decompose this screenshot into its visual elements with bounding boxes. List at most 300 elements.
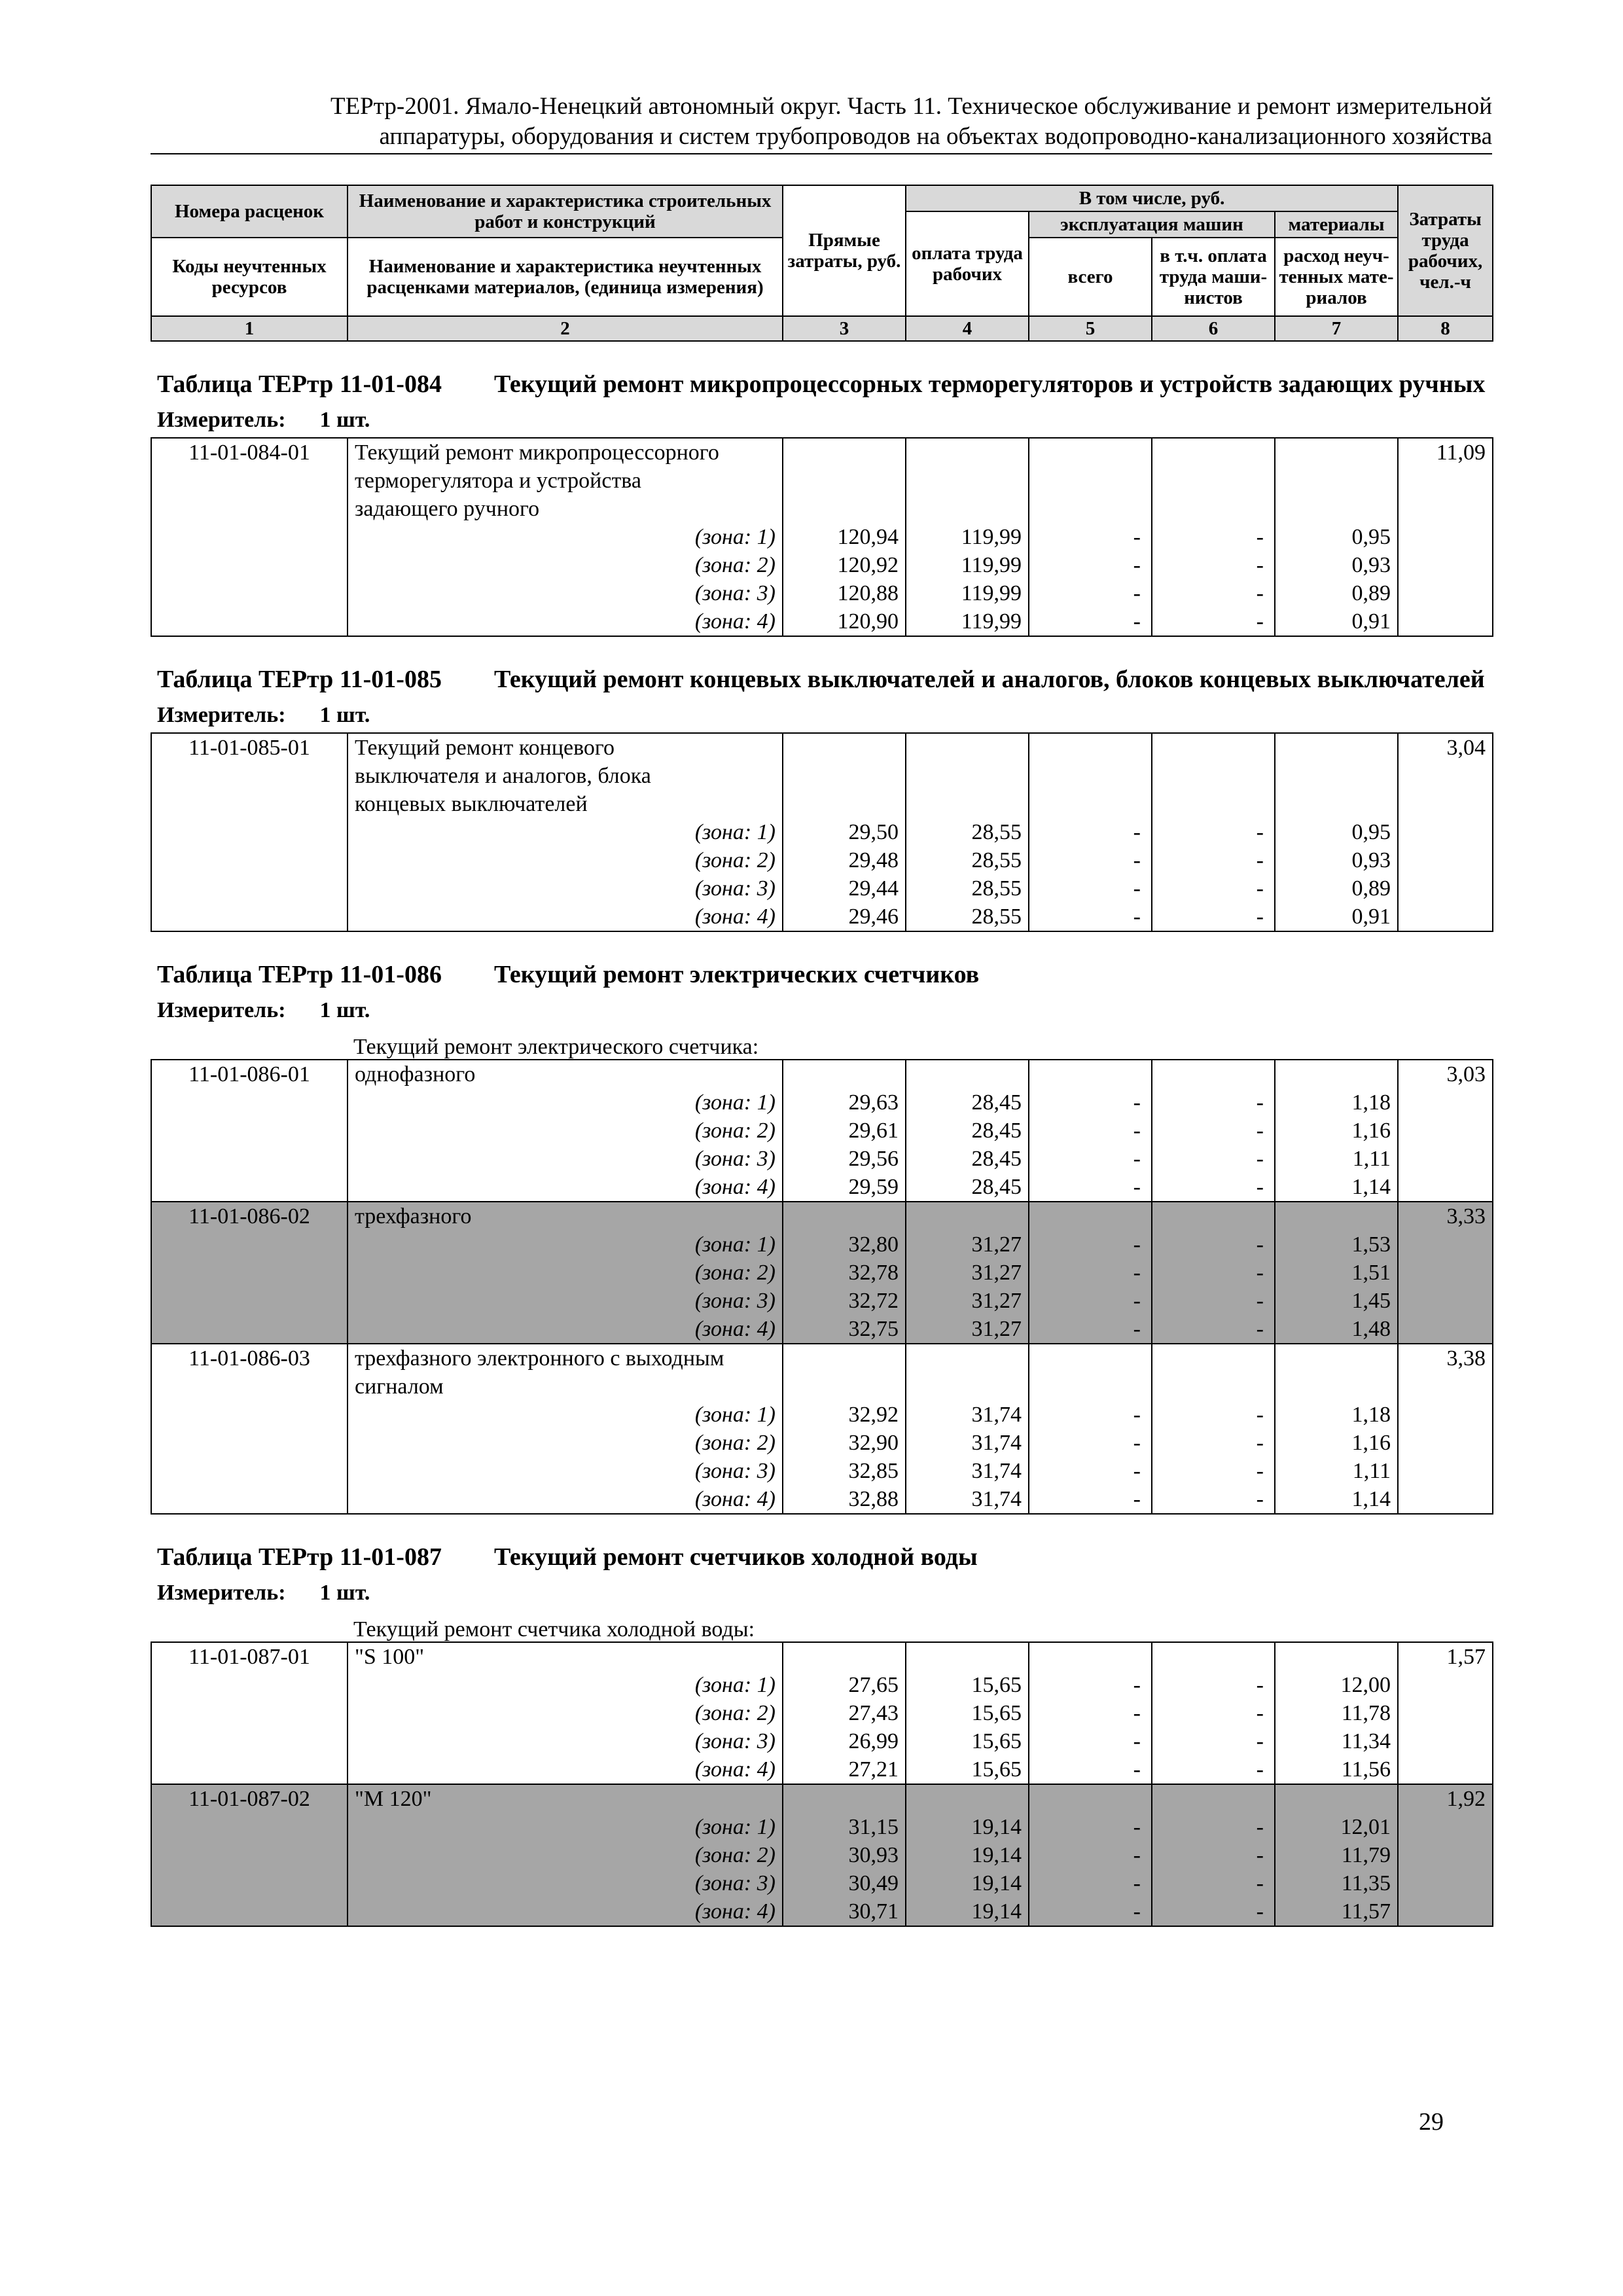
machines-total: - [1029,1429,1152,1457]
zone-label: (зона: 3) [348,1287,783,1315]
materials-cost: 1,48 [1275,1315,1398,1344]
rate-code [151,790,348,818]
worker-pay: 31,27 [906,1230,1029,1259]
table-name: Текущий ремонт концевых выключателей и аналогов, блоков концевых выключателей [494,666,1485,693]
materials-cost: 11,78 [1275,1699,1398,1727]
machinists-pay: - [1152,1429,1275,1457]
machines-total: - [1029,1699,1152,1727]
direct-cost: 32,88 [783,1485,906,1514]
price-table [151,1641,1493,1927]
work-name: сигналом [348,1372,783,1401]
materials-cost: 0,91 [1275,903,1398,931]
table-row [151,1060,1493,1088]
machinists-pay: - [1152,818,1275,846]
direct-cost: 27,21 [783,1755,906,1784]
work-name: терморегулятора и устройства [348,467,783,495]
machinists-pay: - [1152,1315,1275,1344]
rate-code: 11-01-087-02 [151,1784,348,1813]
direct-cost: 120,90 [783,607,906,636]
worker-pay: 15,65 [906,1671,1029,1699]
materials-cost: 0,89 [1275,579,1398,607]
direct-cost: 29,46 [783,903,906,931]
worker-pay: 28,45 [906,1117,1029,1145]
zone-label: (зона: 1) [348,523,783,551]
machines-total: - [1029,846,1152,874]
zone-row [151,1259,1493,1287]
labor-cost [1398,467,1493,495]
group-label: Текущий ремонт счетчика холодной воды: [353,1617,755,1641]
direct-cost: 32,75 [783,1315,906,1344]
zone-label: (зона: 4) [348,903,783,931]
table-name: Текущий ремонт счетчиков холодной воды [494,1543,978,1571]
direct-cost: 120,92 [783,551,906,579]
measure-label: Измеритель: [157,998,286,1022]
direct-cost: 29,44 [783,874,906,903]
machines-total: - [1029,1485,1152,1514]
direct-cost: 27,65 [783,1671,906,1699]
zone-row [151,579,1493,607]
col1-bottom-header: Коды неучтенных ресурсов [151,238,348,316]
zone-label: (зона: 3) [348,1145,783,1173]
direct-cost: 30,49 [783,1869,906,1897]
labor-cost: 1,57 [1398,1642,1493,1671]
machines-total: - [1029,523,1152,551]
zone-row [151,1287,1493,1315]
zone-row [151,1230,1493,1259]
work-name: Текущий ремонт микропроцессорного [348,438,783,467]
table-row [151,1344,1493,1372]
direct-cost: 32,85 [783,1457,906,1485]
machines-total: - [1029,1671,1152,1699]
zone-label: (зона: 1) [348,1230,783,1259]
zone-label: (зона: 4) [348,1755,783,1784]
zone-label: (зона: 2) [348,1841,783,1869]
machines-total: - [1029,874,1152,903]
machinists-pay: - [1152,1813,1275,1841]
worker-pay: 19,14 [906,1897,1029,1926]
zone-label: (зона: 1) [348,1671,783,1699]
direct-cost: 120,94 [783,523,906,551]
table-row [151,1372,1493,1401]
work-name: трехфазного электронного с выходным [348,1344,783,1372]
direct-cost: 31,15 [783,1813,906,1841]
price-tables [151,369,1492,1927]
col-number: 5 [1029,316,1152,341]
machinists-pay: - [1152,1897,1275,1926]
materials-cost: 11,57 [1275,1897,1398,1926]
machinists-pay: - [1152,1457,1275,1485]
table-name: Текущий ремонт электрических счетчиков [494,961,980,988]
machines-total: - [1029,1145,1152,1173]
zone-row [151,903,1493,931]
measure-line [151,702,1492,728]
measure-unit: 1 шт. [319,1581,370,1605]
labor-cost: 3,04 [1398,733,1493,762]
zone-row [151,1088,1493,1117]
measure-line [151,997,1492,1024]
zone-label: (зона: 4) [348,1173,783,1202]
rate-code: 11-01-084-01 [151,438,348,467]
machines-total: - [1029,903,1152,931]
worker-pay: 31,74 [906,1401,1029,1429]
zone-label: (зона: 3) [348,1727,783,1755]
materials-cost: 11,79 [1275,1841,1398,1869]
zone-row [151,1699,1493,1727]
measure-label: Измеритель: [157,703,286,727]
labor-cost [1398,495,1493,523]
direct-cost: 32,80 [783,1230,906,1259]
worker-pay: 28,55 [906,903,1029,931]
zone-row [151,607,1493,636]
worker-pay: 15,65 [906,1727,1029,1755]
direct-cost: 29,50 [783,818,906,846]
col-number: 3 [783,316,906,341]
direct-cost: 29,56 [783,1145,906,1173]
rate-code: 11-01-086-03 [151,1344,348,1372]
rate-code [151,762,348,790]
col-number: 2 [348,316,783,341]
labor-cost: 1,92 [1398,1784,1493,1813]
zone-row [151,874,1493,903]
worker-pay: 119,99 [906,523,1029,551]
machines-total: - [1029,1088,1152,1117]
machinists-pay: - [1152,1117,1275,1145]
measure-unit: 1 шт. [319,703,370,727]
table-code: Таблица ТЕРтр 11-01-087 [157,1543,442,1571]
rate-code: 11-01-086-01 [151,1060,348,1088]
zone-row [151,551,1493,579]
materials-cost: 11,56 [1275,1755,1398,1784]
machines-total: - [1029,1841,1152,1869]
machines-total: - [1029,1230,1152,1259]
running-header [151,92,1492,154]
labor-cost: 3,33 [1398,1202,1493,1230]
zone-row [151,1315,1493,1344]
zone-label: (зона: 1) [348,1088,783,1117]
rate-code: 11-01-087-01 [151,1642,348,1671]
work-name: выключателя и аналогов, блока [348,762,783,790]
worker-pay: 31,74 [906,1429,1029,1457]
rate-code [151,467,348,495]
table-code: Таблица ТЕРтр 11-01-084 [157,370,442,398]
zone-label: (зона: 2) [348,1117,783,1145]
zone-label: (зона: 3) [348,874,783,903]
zone-row [151,1813,1493,1841]
materials-cost: 1,18 [1275,1401,1398,1429]
zone-label: (зона: 3) [348,1457,783,1485]
work-name: концевых выключателей [348,790,783,818]
machinists-pay: - [1152,1145,1275,1173]
zone-row [151,1429,1493,1457]
table-code: Таблица ТЕРтр 11-01-085 [157,666,442,693]
table-row [151,762,1493,790]
materials-cost: 1,51 [1275,1259,1398,1287]
machinists-pay: - [1152,1671,1275,1699]
zone-row [151,1841,1493,1869]
worker-pay: 19,14 [906,1841,1029,1869]
machinists-pay: - [1152,523,1275,551]
machinists-pay: - [1152,551,1275,579]
zone-row [151,1897,1493,1926]
col8-header: Затраты труда рабочих, чел.-ч [1398,185,1493,316]
zone-label: (зона: 4) [348,607,783,636]
measure-unit: 1 шт. [319,998,370,1022]
rate-code [151,495,348,523]
materials-cost: 1,16 [1275,1117,1398,1145]
table-row [151,495,1493,523]
materials-cost: 0,89 [1275,874,1398,903]
zone-label: (зона: 2) [348,846,783,874]
machinists-pay: - [1152,1287,1275,1315]
table-row [151,733,1493,762]
direct-cost: 29,59 [783,1173,906,1202]
col3-header: Прямые затраты, руб. [783,185,906,316]
labor-cost [1398,1372,1493,1401]
table-title [151,369,1492,399]
machinists-pay: - [1152,1485,1275,1514]
table-name: Текущий ремонт микропроцессорных терморегуляторов и устройств задающих ручных [494,370,1486,398]
materials-cost: 1,18 [1275,1088,1398,1117]
zone-label: (зона: 2) [348,551,783,579]
direct-cost: 32,90 [783,1429,906,1457]
direct-cost: 32,92 [783,1401,906,1429]
zone-row [151,523,1493,551]
machinists-pay: - [1152,1869,1275,1897]
rate-code: 11-01-086-02 [151,1202,348,1230]
worker-pay: 119,99 [906,551,1029,579]
zone-row [151,1727,1493,1755]
col-number: 7 [1275,316,1398,341]
machinists-pay: - [1152,1088,1275,1117]
machines-total: - [1029,607,1152,636]
materials-cost: 1,16 [1275,1429,1398,1457]
machines-total: - [1029,1117,1152,1145]
direct-cost: 30,71 [783,1897,906,1926]
zone-label: (зона: 3) [348,579,783,607]
zone-label: (зона: 2) [348,1259,783,1287]
zone-label: (зона: 4) [348,1315,783,1344]
materials-cost: 12,00 [1275,1671,1398,1699]
zone-label: (зона: 4) [348,1897,783,1926]
zone-label: (зона: 4) [348,1485,783,1514]
materials-cost: 1,45 [1275,1287,1398,1315]
labor-cost: 11,09 [1398,438,1493,467]
zone-label: (зона: 1) [348,1813,783,1841]
col4-header: оплата труда рабочих [906,211,1029,316]
col5-header: всего [1029,238,1152,316]
worker-pay: 28,55 [906,874,1029,903]
materials-cost: 12,01 [1275,1813,1398,1841]
machines-total: - [1029,1869,1152,1897]
direct-cost: 26,99 [783,1727,906,1755]
zone-row [151,1117,1493,1145]
price-table [151,1059,1493,1515]
column-number-row [151,316,1493,341]
col-number: 8 [1398,316,1493,341]
worker-pay: 19,14 [906,1869,1029,1897]
zone-label: (зона: 2) [348,1429,783,1457]
materials-header: материалы [1275,211,1398,238]
machines-total: - [1029,1727,1152,1755]
machines-total: - [1029,551,1152,579]
materials-cost: 0,95 [1275,523,1398,551]
zone-label: (зона: 2) [348,1699,783,1727]
materials-cost: 0,95 [1275,818,1398,846]
col6-header: в т.ч. оплата труда маши-нистов [1152,238,1275,316]
zone-row [151,1869,1493,1897]
materials-cost: 0,93 [1275,551,1398,579]
machines-total: - [1029,1173,1152,1202]
group-label: Текущий ремонт электрического счетчика: [353,1035,759,1059]
worker-pay: 119,99 [906,579,1029,607]
materials-cost: 1,14 [1275,1173,1398,1202]
col-number: 6 [1152,316,1275,341]
worker-pay: 19,14 [906,1813,1029,1841]
col-number: 4 [906,316,1029,341]
materials-cost: 11,35 [1275,1869,1398,1897]
table-title [151,664,1492,694]
direct-cost: 29,63 [783,1088,906,1117]
col2-bottom-header: Наименование и характеристика неучтенных расценками материалов, (единица измерения) [348,238,783,316]
zone-row [151,1671,1493,1699]
machinists-pay: - [1152,1401,1275,1429]
materials-cost: 1,11 [1275,1457,1398,1485]
work-name: Текущий ремонт концевого [348,733,783,762]
group-header: В том числе, руб. [906,185,1398,211]
worker-pay: 119,99 [906,607,1029,636]
materials-cost: 1,11 [1275,1145,1398,1173]
machinists-pay: - [1152,1699,1275,1727]
labor-cost: 3,38 [1398,1344,1493,1372]
machines-total: - [1029,1315,1152,1344]
machinists-pay: - [1152,1841,1275,1869]
zone-label: (зона: 1) [348,1401,783,1429]
labor-cost [1398,762,1493,790]
machines-total: - [1029,1813,1152,1841]
machinists-pay: - [1152,1727,1275,1755]
table-title [151,1542,1492,1572]
col2-top-header: Наименование и характеристика строительных работ и конструкций [348,185,783,238]
work-name: "M 120" [348,1784,783,1813]
machines-total: - [1029,818,1152,846]
table-row [151,1202,1493,1230]
labor-cost [1398,790,1493,818]
materials-cost: 0,91 [1275,607,1398,636]
machines-total: - [1029,1457,1152,1485]
direct-cost: 29,61 [783,1117,906,1145]
zone-row [151,1485,1493,1514]
header-line-1: ТЕРтр-2001. Ямало-Ненецкий автономный округ. Часть 11. Техническое обслуживание и ремонт измерительной [330,93,1492,120]
measure-unit: 1 шт. [319,408,370,432]
zone-row [151,1401,1493,1429]
machinists-pay: - [1152,579,1275,607]
materials-cost: 1,53 [1275,1230,1398,1259]
materials-cost: 1,14 [1275,1485,1398,1514]
col-number: 1 [151,316,348,341]
worker-pay: 28,45 [906,1173,1029,1202]
rate-code [151,1372,348,1401]
work-name: однофазного [348,1060,783,1088]
direct-cost: 30,93 [783,1841,906,1869]
machinists-pay: - [1152,903,1275,931]
zone-label: (зона: 3) [348,1869,783,1897]
machines-total: - [1029,1401,1152,1429]
worker-pay: 28,45 [906,1088,1029,1117]
zone-row [151,1457,1493,1485]
document-page [151,92,1492,1927]
table-row [151,1784,1493,1813]
worker-pay: 15,65 [906,1699,1029,1727]
direct-cost: 27,43 [783,1699,906,1727]
work-name: задающего ручного [348,495,783,523]
worker-pay: 28,55 [906,818,1029,846]
work-name: "S 100" [348,1642,783,1671]
price-table [151,437,1493,637]
zone-row [151,846,1493,874]
machinists-pay: - [1152,1755,1275,1784]
worker-pay: 31,27 [906,1287,1029,1315]
labor-cost: 3,03 [1398,1060,1493,1088]
direct-cost: 29,48 [783,846,906,874]
column-header-table [151,185,1493,342]
direct-cost: 32,72 [783,1287,906,1315]
machines-total: - [1029,1287,1152,1315]
table-row [151,467,1493,495]
machinists-pay: - [1152,1173,1275,1202]
table-code: Таблица ТЕРтр 11-01-086 [157,961,442,988]
worker-pay: 31,74 [906,1485,1029,1514]
zone-row [151,1173,1493,1202]
machinists-pay: - [1152,607,1275,636]
table-row [151,790,1493,818]
measure-line [151,1580,1492,1606]
page-number: 29 [1419,2108,1444,2136]
zone-row [151,1755,1493,1784]
table-row [151,1642,1493,1671]
table-title [151,960,1492,990]
measure-label: Измеритель: [157,408,286,432]
col7-header: расход неуч-тенных мате-риалов [1275,238,1398,316]
worker-pay: 31,74 [906,1457,1029,1485]
machinists-pay: - [1152,1259,1275,1287]
zone-label: (зона: 1) [348,818,783,846]
worker-pay: 28,45 [906,1145,1029,1173]
materials-cost: 0,93 [1275,846,1398,874]
work-name: трехфазного [348,1202,783,1230]
rate-code: 11-01-085-01 [151,733,348,762]
machines-total: - [1029,1755,1152,1784]
col1-top-header: Номера расценок [151,185,348,238]
machinists-pay: - [1152,1230,1275,1259]
machines-total: - [1029,579,1152,607]
direct-cost: 120,88 [783,579,906,607]
price-table [151,732,1493,932]
worker-pay: 15,65 [906,1755,1029,1784]
worker-pay: 31,27 [906,1315,1029,1344]
machines-total: - [1029,1897,1152,1926]
direct-cost: 32,78 [783,1259,906,1287]
measure-line [151,407,1492,433]
header-line-2: аппаратуры, оборудования и систем трубопроводов на объектах водопроводно-канализационного хозяйства [379,123,1492,150]
machinists-pay: - [1152,874,1275,903]
worker-pay: 28,55 [906,846,1029,874]
machines-total: - [1029,1259,1152,1287]
measure-label: Измеритель: [157,1581,286,1605]
machinists-pay: - [1152,846,1275,874]
machines-header: эксплуатация машин [1029,211,1275,238]
materials-cost: 11,34 [1275,1727,1398,1755]
zone-row [151,1145,1493,1173]
